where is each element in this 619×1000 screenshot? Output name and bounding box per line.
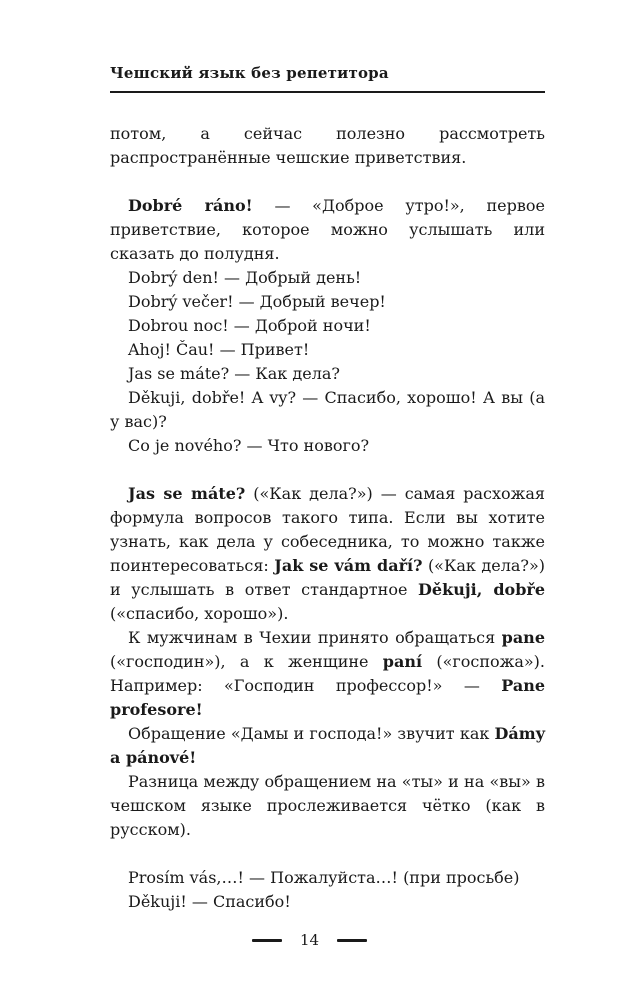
bold-text-segment: Děkuji, dobře	[418, 580, 546, 599]
text-segment: («Как дела?») — самая расхожая формула вопросов такого типа. Если вы хотите узнать, как дела у собеседника, то можно также поинтересоваться:	[110, 484, 546, 575]
text-segment: потом, а сейчас полезно рассмотреть распространённые чешские приветствия.	[110, 124, 545, 167]
footer-dash-left-icon	[252, 939, 282, 942]
paragraph	[110, 770, 545, 842]
running-head-title: Чешский язык без репетитора	[110, 64, 545, 93]
paragraph	[110, 626, 545, 722]
paragraph	[110, 434, 545, 458]
text-segment: К мужчинам в Чехии принято обращаться	[128, 628, 502, 647]
footer-dash-right-icon	[337, 939, 367, 942]
paragraph	[110, 722, 545, 770]
bold-text-segment: Jak se vám daří?	[274, 556, 423, 575]
paragraph	[110, 266, 545, 290]
paragraph	[110, 890, 545, 914]
text-segment: Ahoj! Čau! — Привет!	[128, 340, 310, 359]
page-footer	[0, 933, 619, 948]
text-segment: Dobrý večer! — Добрый вечер!	[128, 292, 386, 311]
page-number: 14	[299, 931, 320, 949]
page-body	[110, 122, 545, 914]
text-segment: Разница между обращением на «ты» и на «вы» в чешском языке прослеживается чётко (как в русском).	[110, 772, 545, 839]
text-segment: Jas se máte? — Как дела?	[128, 364, 340, 383]
paragraph	[110, 386, 545, 434]
text-segment: Děkuji, dobře! A vy? — Спасибо, хорошо! А вы (а у вас)?	[110, 388, 545, 431]
bold-text-segment: Dámy a pánové!	[110, 724, 545, 767]
paragraph	[110, 194, 545, 266]
paragraph	[110, 314, 545, 338]
bold-text-segment: Pane profesore!	[110, 676, 545, 719]
text-segment: Děkuji! — Спасибо!	[128, 892, 291, 911]
text-segment: Prosím vás,…! — Пожалуйста…! (при просьбе)	[128, 868, 520, 887]
text-segment: Dobrý den! — Добрый день!	[128, 268, 362, 287]
text-segment: — «Доброе утро!», первое приветствие, которое можно услышать или сказать до полудня.	[110, 196, 545, 263]
text-segment: («спасибо, хорошо»).	[110, 604, 289, 623]
text-segment: Обращение «Дамы и господа!» звучит как	[128, 724, 495, 743]
paragraph	[110, 866, 545, 890]
text-segment: Dobrou noc! — Доброй ночи!	[128, 316, 371, 335]
text-segment: («госпожа»). Например: «Господин профессор!» —	[110, 652, 546, 695]
paragraph	[110, 338, 545, 362]
paragraph	[110, 482, 545, 626]
bold-text-segment: Jas se máte?	[128, 484, 246, 503]
page-content	[110, 64, 545, 914]
text-segment: («Как дела?») и услышать в ответ стандартное	[110, 556, 546, 599]
paragraph	[110, 122, 545, 170]
text-segment: Co je nového? — Что нового?	[128, 436, 370, 455]
bold-text-segment: Dobré ráno!	[128, 196, 253, 215]
text-segment: («господин»), а к женщине	[110, 652, 383, 671]
bold-text-segment: paní	[382, 652, 423, 671]
paragraph	[110, 290, 545, 314]
bold-text-segment: pane	[501, 628, 545, 647]
paragraph	[110, 362, 545, 386]
